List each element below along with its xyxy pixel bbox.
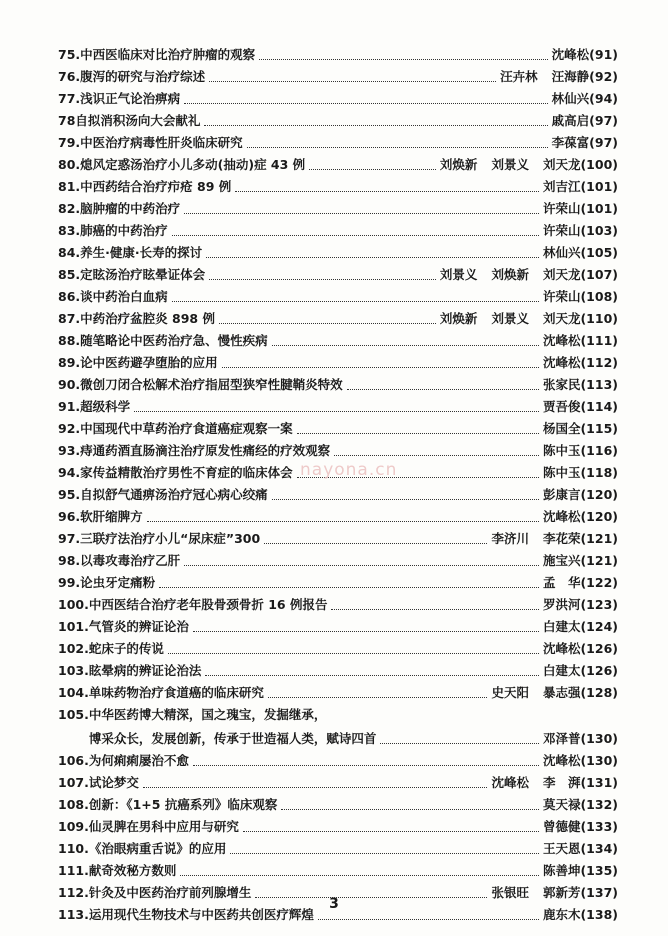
entry-page: (123) <box>580 597 618 612</box>
entry-page: (107) <box>580 267 618 282</box>
entry-title: 中西医临床对比治疗肿瘤的观察 <box>80 47 256 62</box>
watermark: nayona.cn <box>300 460 398 480</box>
entry-title: 腹泻的研究与治疗综述 <box>80 69 206 84</box>
toc-entry <box>58 110 618 132</box>
entry-title: 家传益精散治疗男性不育症的临床体会 <box>80 465 293 480</box>
author-name: 彭康言 <box>542 487 581 502</box>
entry-page: (120) <box>580 487 618 502</box>
leader-dots <box>209 279 436 280</box>
toc-entry <box>58 88 618 110</box>
entry-title: 中医治疗病毒性肝炎临床研究 <box>80 135 243 150</box>
entry-number: 104. <box>58 685 89 700</box>
author-name: 刘吉江 <box>542 179 581 194</box>
author-name: 刘景义 <box>491 157 529 172</box>
entry-number: 112. <box>58 885 89 900</box>
leader-dots <box>272 499 539 500</box>
table-of-contents <box>58 44 618 926</box>
entry-title: 中药治疗盆腔炎 898 例 <box>80 311 215 326</box>
entry-title: 创新：《1+5 抗癌系列》临床观察 <box>88 797 278 812</box>
entry-authors <box>500 66 589 88</box>
toc-entry <box>58 838 618 860</box>
leader-dots <box>334 455 539 456</box>
toc-entry <box>58 594 618 616</box>
toc-entry <box>58 572 618 594</box>
entry-page: (111) <box>580 333 618 348</box>
entry-title: 养生·健康·长寿的探讨 <box>80 245 203 260</box>
toc-entry <box>58 374 618 396</box>
author-name: 沈峰松 <box>491 775 529 790</box>
entry-authors <box>543 594 581 616</box>
leader-dots <box>180 875 539 876</box>
entry-title: 自拟消积汤向大会献礼 <box>75 113 201 128</box>
toc-entry <box>58 132 618 154</box>
toc-entry <box>58 616 618 638</box>
author-name: 许荣山 <box>542 289 581 304</box>
entry-authors <box>552 44 590 66</box>
entry-title: 三联疗法治疗小儿“尿床症”300 <box>80 531 261 546</box>
entry-number: 83. <box>58 223 81 238</box>
entry-number: 93. <box>58 443 81 458</box>
toc-entry <box>58 286 618 308</box>
entry-page: (94) <box>589 91 618 106</box>
entry-page: (112) <box>580 355 618 370</box>
toc-entry <box>58 264 618 286</box>
entry-authors <box>543 418 581 440</box>
entry-authors <box>543 198 581 220</box>
entry-authors <box>543 728 581 750</box>
entry-page: (122) <box>580 575 618 590</box>
entry-page: (120) <box>580 509 618 524</box>
author-name: 李济川 <box>491 531 529 546</box>
author-name: 汪卉林 <box>500 69 538 84</box>
author-name: 林仙兴 <box>542 245 581 260</box>
entry-authors <box>440 154 581 176</box>
author-name: 沈峰松 <box>551 47 590 62</box>
toc-entry <box>58 772 618 794</box>
entry-authors <box>543 794 581 816</box>
leader-dots <box>318 919 539 920</box>
entry-title: 谈中药治白血病 <box>80 289 168 304</box>
entry-number: 80. <box>58 157 81 172</box>
entry-number: 111. <box>58 863 89 878</box>
entry-page: (105) <box>580 245 618 260</box>
toc-entry <box>58 484 618 506</box>
entry-number: 92. <box>58 421 81 436</box>
entry-page: (91) <box>589 47 618 62</box>
entry-page: (103) <box>580 223 618 238</box>
toc-entry <box>58 638 618 660</box>
author-name: 李花荣 <box>542 531 581 546</box>
entry-page: (121) <box>580 531 618 546</box>
leader-dots <box>206 257 539 258</box>
entry-page: (92) <box>589 69 618 84</box>
leader-dots <box>331 609 539 610</box>
leader-dots <box>193 765 539 766</box>
author-name: 李 湃 <box>542 775 581 790</box>
entry-title: 软肝缩脾方 <box>80 509 143 524</box>
leader-dots <box>205 675 539 676</box>
leader-dots <box>219 323 436 324</box>
author-name: 陈中玉 <box>542 443 581 458</box>
author-name: 刘天龙 <box>542 311 581 326</box>
leader-dots <box>184 103 547 104</box>
entry-number: 110. <box>58 841 89 856</box>
author-name: 沈峰松 <box>542 355 581 370</box>
entry-number: 90. <box>58 377 81 392</box>
entry-authors <box>440 264 581 286</box>
entry-title: 浅识正气论治痹病 <box>80 91 181 106</box>
entry-authors <box>543 330 581 352</box>
toc-entry <box>58 860 618 882</box>
entry-authors <box>543 220 581 242</box>
entry-page: (130) <box>580 753 618 768</box>
leader-dots <box>268 697 488 698</box>
author-name: 曾德健 <box>542 819 581 834</box>
entry-title: 熄风定惑汤治疗小儿多动(抽动)症 43 例 <box>80 157 306 172</box>
entry-number: 95. <box>58 487 81 502</box>
entry-number: 101. <box>58 619 89 634</box>
entry-page: (108) <box>580 289 618 304</box>
entry-title: 肺癌的中药治疗 <box>80 223 168 238</box>
toc-entry <box>58 176 618 198</box>
entry-authors <box>543 506 581 528</box>
author-name: 刘焕新 <box>439 157 478 172</box>
entry-authors <box>491 682 580 704</box>
author-name: 白建太 <box>542 663 581 678</box>
toc-entry <box>58 660 618 682</box>
toc-entry <box>58 330 618 352</box>
entry-title: 中国现代中草药治疗食道癌症观察一案 <box>80 421 293 436</box>
entry-number: 107. <box>58 775 89 790</box>
toc-entry <box>58 506 618 528</box>
entry-title: 献奇效秘方数则 <box>88 863 177 878</box>
entry-page: (121) <box>580 553 618 568</box>
entry-page: (101) <box>580 179 618 194</box>
leader-dots <box>222 367 539 368</box>
entry-page: (113) <box>580 377 618 392</box>
entry-title: 仙灵脾在男科中应用与研究 <box>88 819 239 834</box>
entry-page: (115) <box>580 421 618 436</box>
author-name: 杨国全 <box>542 421 581 436</box>
toc-entry <box>58 550 618 572</box>
author-name: 许荣山 <box>542 223 581 238</box>
leader-dots <box>259 59 547 60</box>
author-name: 刘焕新 <box>439 311 478 326</box>
toc-entry-continuation <box>58 726 618 750</box>
entry-authors <box>543 660 581 682</box>
author-name: 许荣山 <box>542 201 581 216</box>
toc-entry <box>58 66 618 88</box>
entry-number: 77. <box>58 91 81 106</box>
entry-authors <box>543 396 581 418</box>
toc-entry <box>58 352 618 374</box>
entry-number: 89. <box>58 355 81 370</box>
entry-authors <box>543 860 581 882</box>
author-name: 鹿东木 <box>542 907 581 922</box>
entry-number: 97. <box>58 531 81 546</box>
entry-page: (118) <box>580 465 618 480</box>
author-name: 暴志强 <box>542 685 581 700</box>
entry-number: 100. <box>58 597 89 612</box>
entry-authors <box>543 440 581 462</box>
entry-title: 针灸及中医药治疗前列腺增生 <box>88 885 252 900</box>
author-name: 孟 华 <box>542 575 581 590</box>
author-name: 沈峰松 <box>542 509 581 524</box>
entry-title: 《治眼病重舌说》的应用 <box>88 841 227 856</box>
toc-entry <box>58 44 618 66</box>
entry-page: (128) <box>580 685 618 700</box>
leader-dots <box>209 81 496 82</box>
author-name: 沈峰松 <box>542 753 581 768</box>
entry-page: (134) <box>580 841 618 856</box>
entry-page: (126) <box>580 641 618 656</box>
entry-authors <box>543 462 581 484</box>
leader-dots <box>235 191 539 192</box>
entry-number: 105. <box>58 707 89 722</box>
entry-title: 论虫牙定痛粉 <box>80 575 156 590</box>
author-name: 林仙兴 <box>551 91 590 106</box>
entry-authors <box>543 816 581 838</box>
entry-authors <box>543 616 581 638</box>
leader-dots <box>184 213 539 214</box>
leader-dots <box>134 411 539 412</box>
page-number: 3 <box>329 896 339 912</box>
author-name: 戚高启 <box>551 113 590 128</box>
entry-number: 75. <box>58 47 81 62</box>
leader-dots <box>243 831 539 832</box>
entry-title: 试论梦交 <box>88 775 139 790</box>
entry-number: 102. <box>58 641 89 656</box>
toc-entry <box>58 418 618 440</box>
entry-page: (132) <box>580 797 618 812</box>
leader-dots <box>184 565 539 566</box>
entry-authors <box>543 572 581 594</box>
entry-authors <box>552 132 590 154</box>
entry-authors <box>543 176 581 198</box>
leader-dots <box>159 587 539 588</box>
toc-entry <box>58 154 618 176</box>
entry-authors <box>543 838 581 860</box>
entry-number: 108. <box>58 797 89 812</box>
author-name: 白建太 <box>542 619 581 634</box>
leader-dots <box>281 809 539 810</box>
entry-title: 自拟舒气通痹汤治疗冠心病心绞痛 <box>80 487 268 502</box>
entry-page: (133) <box>580 819 618 834</box>
entry-title: 随笔略论中医药治疗急、慢性疾病 <box>80 333 268 348</box>
entry-number: 94. <box>58 465 81 480</box>
author-name: 陈中玉 <box>542 465 581 480</box>
entry-title: 论中医药避孕堕胎的应用 <box>80 355 218 370</box>
toc-entry <box>58 198 618 220</box>
toc-entry <box>58 750 618 772</box>
entry-page: (110) <box>580 311 618 326</box>
entry-number: 87. <box>58 311 81 326</box>
leader-dots <box>247 147 548 148</box>
toc-entry <box>58 704 618 726</box>
author-name: 沈峰松 <box>542 333 581 348</box>
toc-entry <box>58 794 618 816</box>
entry-number: 76. <box>58 69 81 84</box>
entry-page: (126) <box>580 663 618 678</box>
entry-page: (137) <box>580 885 618 900</box>
entry-number: 103. <box>58 663 89 678</box>
author-name: 罗洪河 <box>542 597 581 612</box>
toc-entry <box>58 528 618 550</box>
leader-dots <box>204 125 547 126</box>
entry-authors <box>543 750 581 772</box>
entry-title: 为何痢痢屡治不愈 <box>88 753 189 768</box>
leader-dots <box>272 345 539 346</box>
entry-page: (97) <box>589 135 618 150</box>
entry-authors <box>543 352 581 374</box>
entry-authors <box>543 484 581 506</box>
entry-title: 中西药结合治疗疖疮 89 例 <box>80 179 232 194</box>
toc-entry <box>58 242 618 264</box>
entry-title: 气管炎的辨证论治 <box>88 619 189 634</box>
entry-title: 微创刀闭合松解术治疗指屈型狭窄性腱鞘炎特效 <box>80 377 343 392</box>
entry-page: (100) <box>580 157 618 172</box>
entry-authors <box>543 374 581 396</box>
leader-dots <box>309 169 436 170</box>
entry-number: 86. <box>58 289 81 304</box>
entry-number: 99. <box>58 575 81 590</box>
entry-authors <box>440 308 581 330</box>
leader-dots <box>172 235 539 236</box>
leader-dots <box>380 743 539 744</box>
author-name: 汪海静 <box>551 69 590 84</box>
author-name: 施宝兴 <box>542 553 581 568</box>
entry-page: (101) <box>580 201 618 216</box>
entry-page: (135) <box>580 863 618 878</box>
entry-number: 85. <box>58 267 81 282</box>
entry-number: 96. <box>58 509 81 524</box>
author-name: 莫天禄 <box>542 797 581 812</box>
entry-number: 113. <box>58 907 89 922</box>
entry-title: 脑肿瘤的中药治疗 <box>80 201 181 216</box>
toc-entry <box>58 682 618 704</box>
entry-number: 81. <box>58 179 81 194</box>
entry-title: 单味药物治疗食道癌的临床研究 <box>88 685 264 700</box>
entry-authors <box>543 242 581 264</box>
author-name: 刘景义 <box>491 311 529 326</box>
entry-number: 88. <box>58 333 81 348</box>
author-name: 陈善坤 <box>542 863 581 878</box>
author-name: 沈峰松 <box>542 641 581 656</box>
entry-authors <box>552 110 590 132</box>
entry-number: 98. <box>58 553 81 568</box>
author-name: 刘天龙 <box>542 267 581 282</box>
author-name: 张银旺 <box>491 885 529 900</box>
leader-dots <box>264 543 487 544</box>
entry-title: 中西医结合治疗老年股骨颈骨折 16 例报告 <box>88 597 328 612</box>
entry-title: 超级科学 <box>80 399 131 414</box>
entry-title: 中华医药博大精深，国之瑰宝，发掘继承， <box>88 707 327 722</box>
author-name: 王天恩 <box>542 841 581 856</box>
leader-dots <box>147 521 539 522</box>
toc-entry <box>58 440 618 462</box>
leader-dots <box>347 389 539 390</box>
entry-page: (130) <box>580 731 618 746</box>
entry-page: (138) <box>580 907 618 922</box>
toc-entry <box>58 816 618 838</box>
author-name: 贾吾俊 <box>542 399 581 414</box>
author-name: 邓泽普 <box>542 731 581 746</box>
entry-title: 痔通药酒直肠滴注治疗原发性痛经的疗效观察 <box>80 443 331 458</box>
leader-dots <box>172 301 539 302</box>
author-name: 史天阳 <box>491 685 529 700</box>
entry-number: 82. <box>58 201 81 216</box>
entry-authors <box>491 772 580 794</box>
author-name: 郭新芳 <box>542 885 581 900</box>
entry-title: 定眩汤治疗眩晕证体会 <box>80 267 206 282</box>
author-name: 刘天龙 <box>542 157 581 172</box>
entry-number: 109. <box>58 819 89 834</box>
author-name: 刘景义 <box>439 267 478 282</box>
entry-number: 78 <box>58 113 76 128</box>
leader-dots <box>193 631 539 632</box>
entry-title: 运用现代生物技术与中医药共创医疗辉煌 <box>88 907 314 922</box>
entry-page: (114) <box>580 399 618 414</box>
author-name: 李葆富 <box>551 135 590 150</box>
toc-entry <box>58 396 618 418</box>
entry-page: (124) <box>580 619 618 634</box>
toc-entry <box>58 308 618 330</box>
entry-page: (116) <box>580 443 618 458</box>
entry-page: (131) <box>580 775 618 790</box>
entry-number: 91. <box>58 399 81 414</box>
leader-dots <box>230 853 539 854</box>
entry-number: 84. <box>58 245 81 260</box>
entry-title: 眩晕病的辨证论治法 <box>88 663 202 678</box>
entry-authors <box>543 550 581 572</box>
entry-title: 以毒攻毒治疗乙肝 <box>80 553 181 568</box>
entry-title-continued: 博采众长，发展创新，传承于世造福人类，赋诗四首 <box>88 731 377 746</box>
entry-page: (97) <box>589 113 618 128</box>
author-name: 刘焕新 <box>491 267 529 282</box>
entry-authors <box>543 286 581 308</box>
entry-authors <box>491 528 580 550</box>
entry-authors <box>552 88 590 110</box>
entry-title: 蛇床子的传说 <box>88 641 164 656</box>
author-name: 张家民 <box>542 377 581 392</box>
leader-dots <box>143 787 488 788</box>
entry-number: 106. <box>58 753 89 768</box>
entry-authors <box>543 638 581 660</box>
toc-entry <box>58 220 618 242</box>
leader-dots <box>297 433 539 434</box>
entry-number: 79. <box>58 135 81 150</box>
leader-dots <box>168 653 539 654</box>
